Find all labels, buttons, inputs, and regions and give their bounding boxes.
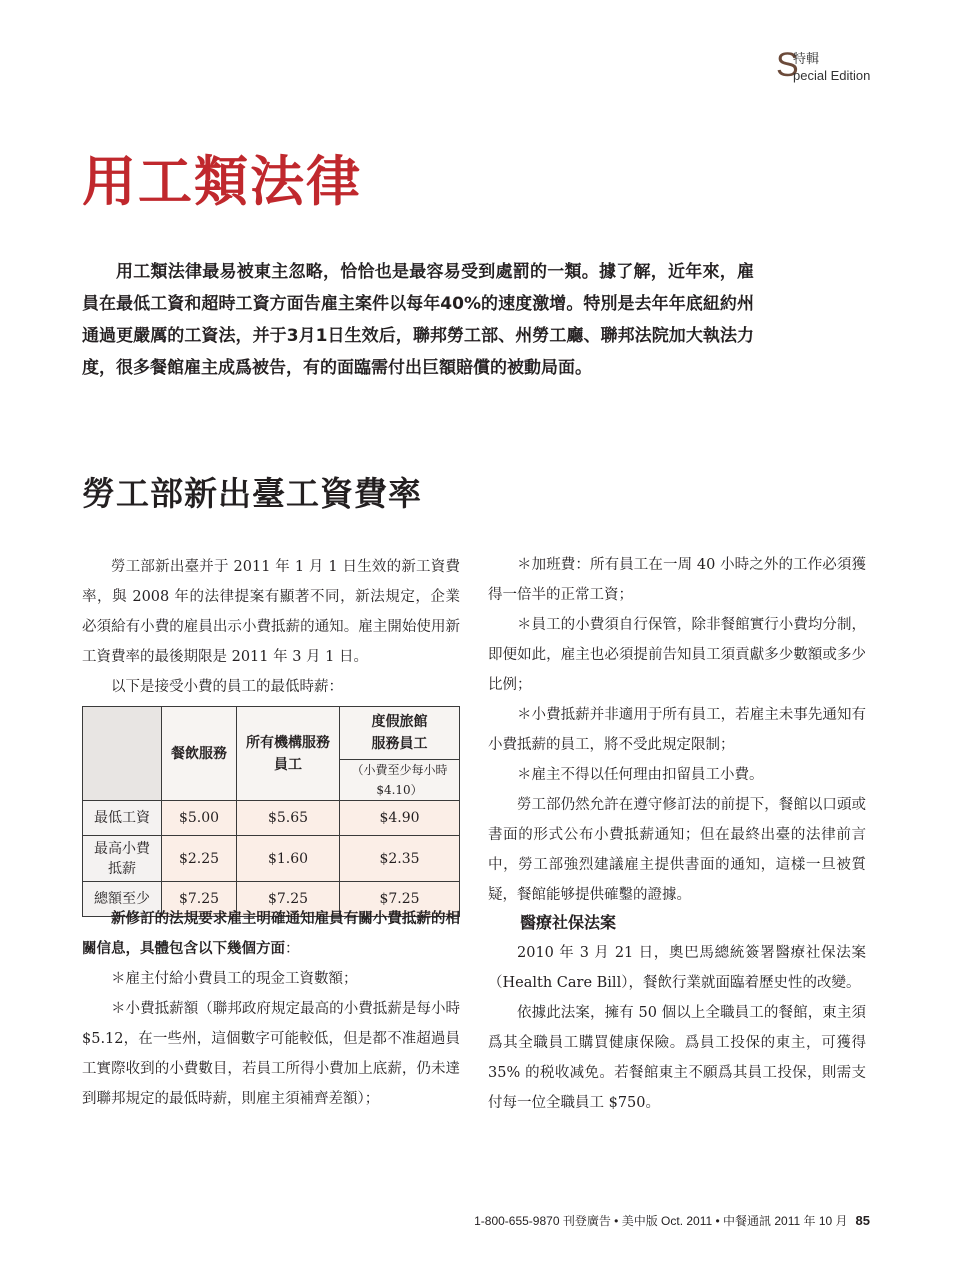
paragraph: 勞工部仍然允許在遵守修訂法的前提下，餐館以口頭或書面的形式公布小費抵薪通知；但在最終出臺的法律前言中，勞工部強烈建議雇主提供書面的通知，這樣一旦被質疑，餐館能够提供確鑿的證據。 (488, 797, 866, 903)
bullet-item: ＊員工的小費須自行保管，除非餐館實行小費均分制，即便如此，雇主也必須提前告知員工須貢獻多少數額或多少比例； (488, 617, 866, 693)
table-header: 餐飲服務 (162, 707, 237, 801)
table-corner (83, 707, 162, 801)
lead-tail: ： (285, 941, 300, 957)
table-header-label: 度假旅館服務員工 (371, 714, 428, 752)
wage-table (82, 706, 460, 917)
table-cell: $5.00 (162, 801, 237, 836)
table-row (83, 836, 460, 882)
table-cell: $5.65 (237, 801, 340, 836)
table-cell: $7.25 (340, 882, 460, 917)
section-title: 勞工部新出臺工資費率 (82, 474, 422, 513)
paragraph: 2010 年 3 月 21 日，奧巴馬總統簽署醫療社保法案（Health Care Bill），餐飲行業就面臨着歷史性的改變。 (488, 945, 866, 991)
table-header: 所有機構服務員工 (237, 707, 340, 801)
left-column-bottom (82, 904, 460, 1114)
paragraph: 勞工部新出臺并于 2011 年 1 月 1 日生效的新工資費率，與 2008 年的法律提案有顯著不同，新法規定，企業必須給有小費的雇員出示小費抵薪的通知。雇主開始使用新工資費率的最後期限是 2011 年 3 月 1 日。 (82, 559, 460, 665)
table-header (340, 707, 460, 801)
bold-lead: 新修訂的法規要求雇主明確通知雇員有關小費抵薪的相關信息，具體包含以下幾個方面 (82, 911, 460, 957)
table-header-note: （小費至少每小時 $4.10） (340, 759, 459, 800)
table-row (83, 801, 460, 836)
right-column-bottom (488, 908, 866, 1118)
bullet-item: ＊雇主付給小費員工的現金工資數額； (111, 971, 358, 987)
intro-paragraph: 用工類法律最易被東主忽略，恰恰也是最容易受到處罰的一類。據了解，近年來，雇員在最低工資和超時工資方面告雇主案件以每年40%的速度激增。特別是去年年底紐約州通過更嚴厲的工資法，并于3月1日生效后，聯邦勞工部、州勞工廳、聯邦法院加大執法力度，很多餐館雇主成爲被告，有的面臨需付出巨額賠償的被動局面。 (82, 262, 754, 378)
page-number: 85 (855, 1213, 870, 1228)
bullet-item: ＊加班費：所有員工在一周 40 小時之外的工作必須獲得一倍半的正常工資； (488, 557, 866, 603)
page-title: 用工類法律 (82, 149, 362, 213)
table-cell: $7.25 (237, 882, 340, 917)
row-label: 總額至少 (83, 882, 162, 917)
paragraph: 以下是接受小費的員工的最低時薪： (111, 679, 343, 695)
table-cell: $2.35 (340, 836, 460, 882)
row-label: 最低工資 (83, 801, 162, 836)
bullet-item: ＊雇主不得以任何理由扣留員工小費。 (517, 767, 764, 783)
header-s-letter: S (776, 46, 799, 84)
bullet-item: ＊小費抵薪額（聯邦政府規定最高的小費抵薪是每小時 $5.12，在一些州，這個數字可能較低，但是都不准超過員工實際收到的小費數目，若員工所得小費加上底薪，仍未達到聯邦規定的最低時薪，則雇主須補齊差額）； (82, 1001, 460, 1107)
table-cell: $4.90 (340, 801, 460, 836)
paragraph (82, 904, 460, 964)
header-english: pecial Edition (793, 68, 871, 83)
row-label: 最高小費抵薪 (83, 836, 162, 882)
subsection-heading: 醫療社保法案 (520, 913, 617, 932)
right-column-top (488, 550, 866, 910)
paragraph: 依據此法案，擁有 50 個以上全職員工的餐館，東主須爲其全職員工購買健康保險。爲員工投保的東主，可獲得 35% 的税收减免。若餐館東主不願爲其員工投保，則需支付每一位全職員工 $750。 (488, 1005, 866, 1111)
table-cell: $7.25 (162, 882, 237, 917)
table-cell: $2.25 (162, 836, 237, 882)
page-footer (440, 1212, 870, 1229)
bullet-item: ＊小費抵薪并非適用于所有員工，若雇主未事先通知有小費抵薪的員工，將不受此規定限制； (488, 707, 866, 753)
left-column-top (82, 552, 460, 702)
section-header (776, 46, 886, 88)
footer-text: 1-800-655-9870 刊登廣告 • 美中版 Oct. 2011 • 中餐通訊 2011 年 10 月 (474, 1214, 848, 1228)
table-cell: $1.60 (237, 836, 340, 882)
header-chinese: 特輯 (793, 52, 820, 67)
